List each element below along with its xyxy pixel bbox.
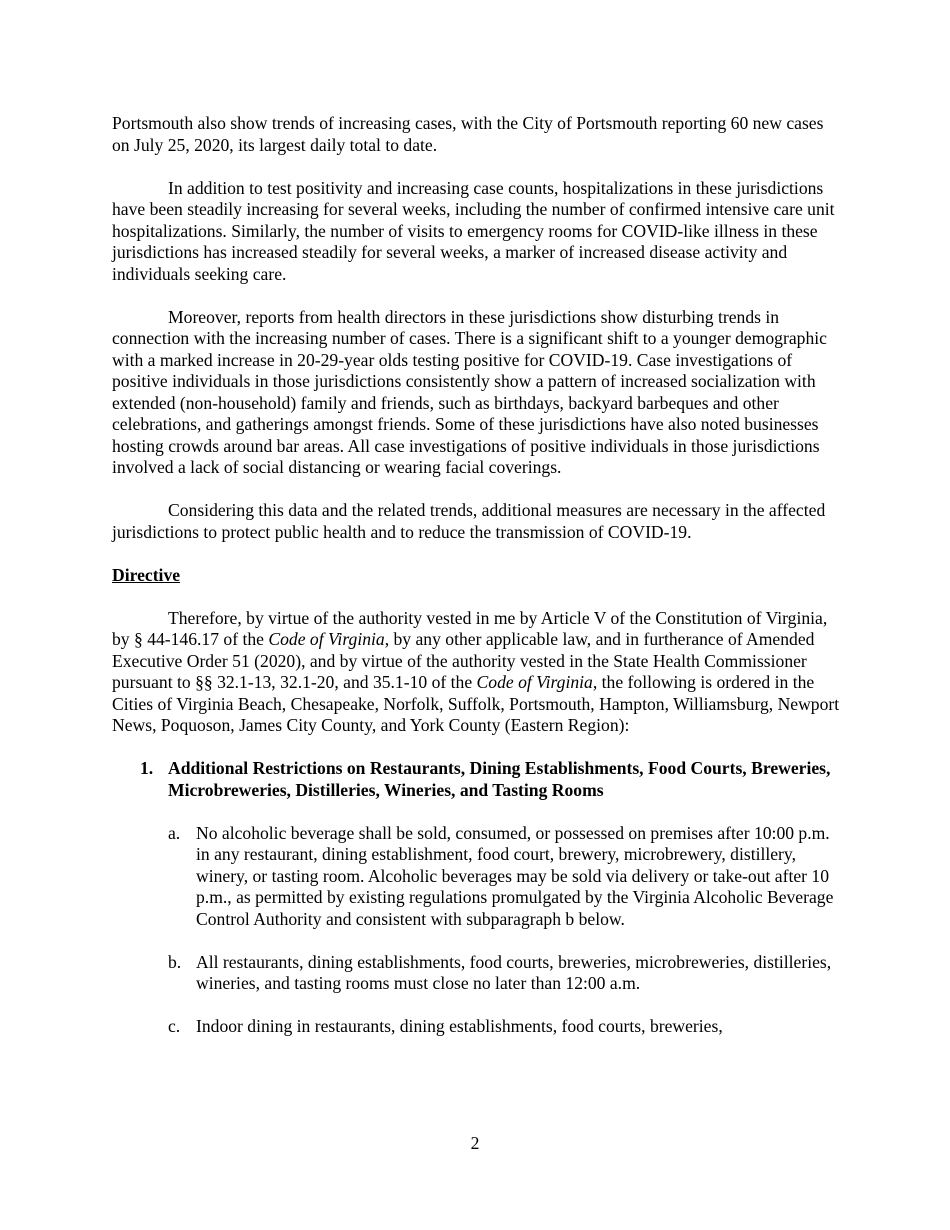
sub-text: Indoor dining in restaurants, dining establishments, food courts, breweries, (196, 1016, 723, 1036)
document-body (112, 113, 840, 1038)
page-number: 2 (470, 1133, 480, 1153)
code-of-virginia-ref-1: Code of Virginia (268, 629, 385, 649)
paragraph-portsmouth-trends: Portsmouth also show trends of increasing cases, with the City of Portsmouth reporting 60 new cases on July 25, 2020, its largest daily total to date. (112, 113, 824, 155)
item-1-title: Additional Restrictions on Restaurants, Dining Establishments, Food Courts, Breweries, Microbreweries, Distilleries, Wineries, and Tasting Rooms (168, 758, 831, 800)
item-1 (112, 758, 840, 801)
directive-intro-a: Therefore, by virtue of the authority vested in me by Article V of the Constitution of Virginia, by § 44-146.17 of the (112, 607, 828, 649)
sub-label: a. (168, 822, 181, 843)
paragraph-considering: Considering this data and the related trends, additional measures are necessary in the affected jurisdictions to protect public health and to reduce the transmission of COVID-19. (112, 500, 826, 542)
item-1-sub-c (112, 1016, 840, 1038)
sub-label: c. (168, 1016, 181, 1036)
item-1-number: 1. (140, 758, 154, 778)
directive-intro-b: , by any other applicable law, and in furtherance of Amended Executive Order 51 (2020), and by virtue of the authority vested in the State Health Commissioner pursuant to §§ 32.1-13, 32.1-20, and 35.1-10 of the (112, 629, 815, 692)
directive-heading: Directive (112, 564, 181, 585)
paragraph-health-directors: Moreover, reports from health directors in these jurisdictions show disturbing trends in connection with the increasing number of cases. There is a significant shift to a younger demographic with a marked increase in 20-29-year olds testing positive for COVID-19. Case investigations of positive individuals in those jurisdictions consistently show a pattern of increased socialization with extended (non-household) family and friends, such as birthdays, backyard barbeques and other celebrations, and gatherings amongst friends. Some of these jurisdictions have also noted businesses hosting crowds around bar areas. All case investigations of positive individuals in those jurisdictions involved a lack of social distancing or wearing facial coverings. (112, 306, 827, 477)
item-1-sub-a (112, 823, 840, 931)
sub-text: All restaurants, dining establishments, food courts, breweries, microbreweries, distilleries, wineries, and tasting rooms must close no later than 12:00 a.m. (196, 951, 832, 993)
directive-intro-c: , the following is ordered in the Cities of Virginia Beach, Chesapeake, Norfolk, Suffolk, Portsmouth, Hampton, Williamsburg, Newport News, Poquoson, James City County, and York County (Eastern Region): (112, 672, 840, 735)
item-1-sub-b (112, 952, 840, 995)
sub-label: b. (168, 951, 182, 972)
directive-intro (112, 608, 840, 737)
paragraph-hospitalizations: In addition to test positivity and increasing case counts, hospitalizations in these jurisdictions have been steadily increasing for several weeks, including the number of confirmed intensive care unit hospitalizations. Similarly, the number of visits to emergency rooms for COVID-like illness in these jurisdictions has increased steadily for several weeks, a marker of increased disease activity and individuals seeking care. (112, 177, 835, 284)
sub-text: No alcoholic beverage shall be sold, consumed, or possessed on premises after 10:00 p.m. in any restaurant, dining establishment, food court, brewery, microbrewery, distillery, winery, or tasting room. Alcoholic beverages may be sold via delivery or take-out after 10 p.m., as permitted by existing regulations promulgated by the Virginia Alcoholic Beverage Control Authority and consistent with subparagraph b below. (196, 822, 834, 929)
code-of-virginia-ref-2: Code of Virginia (476, 672, 593, 692)
